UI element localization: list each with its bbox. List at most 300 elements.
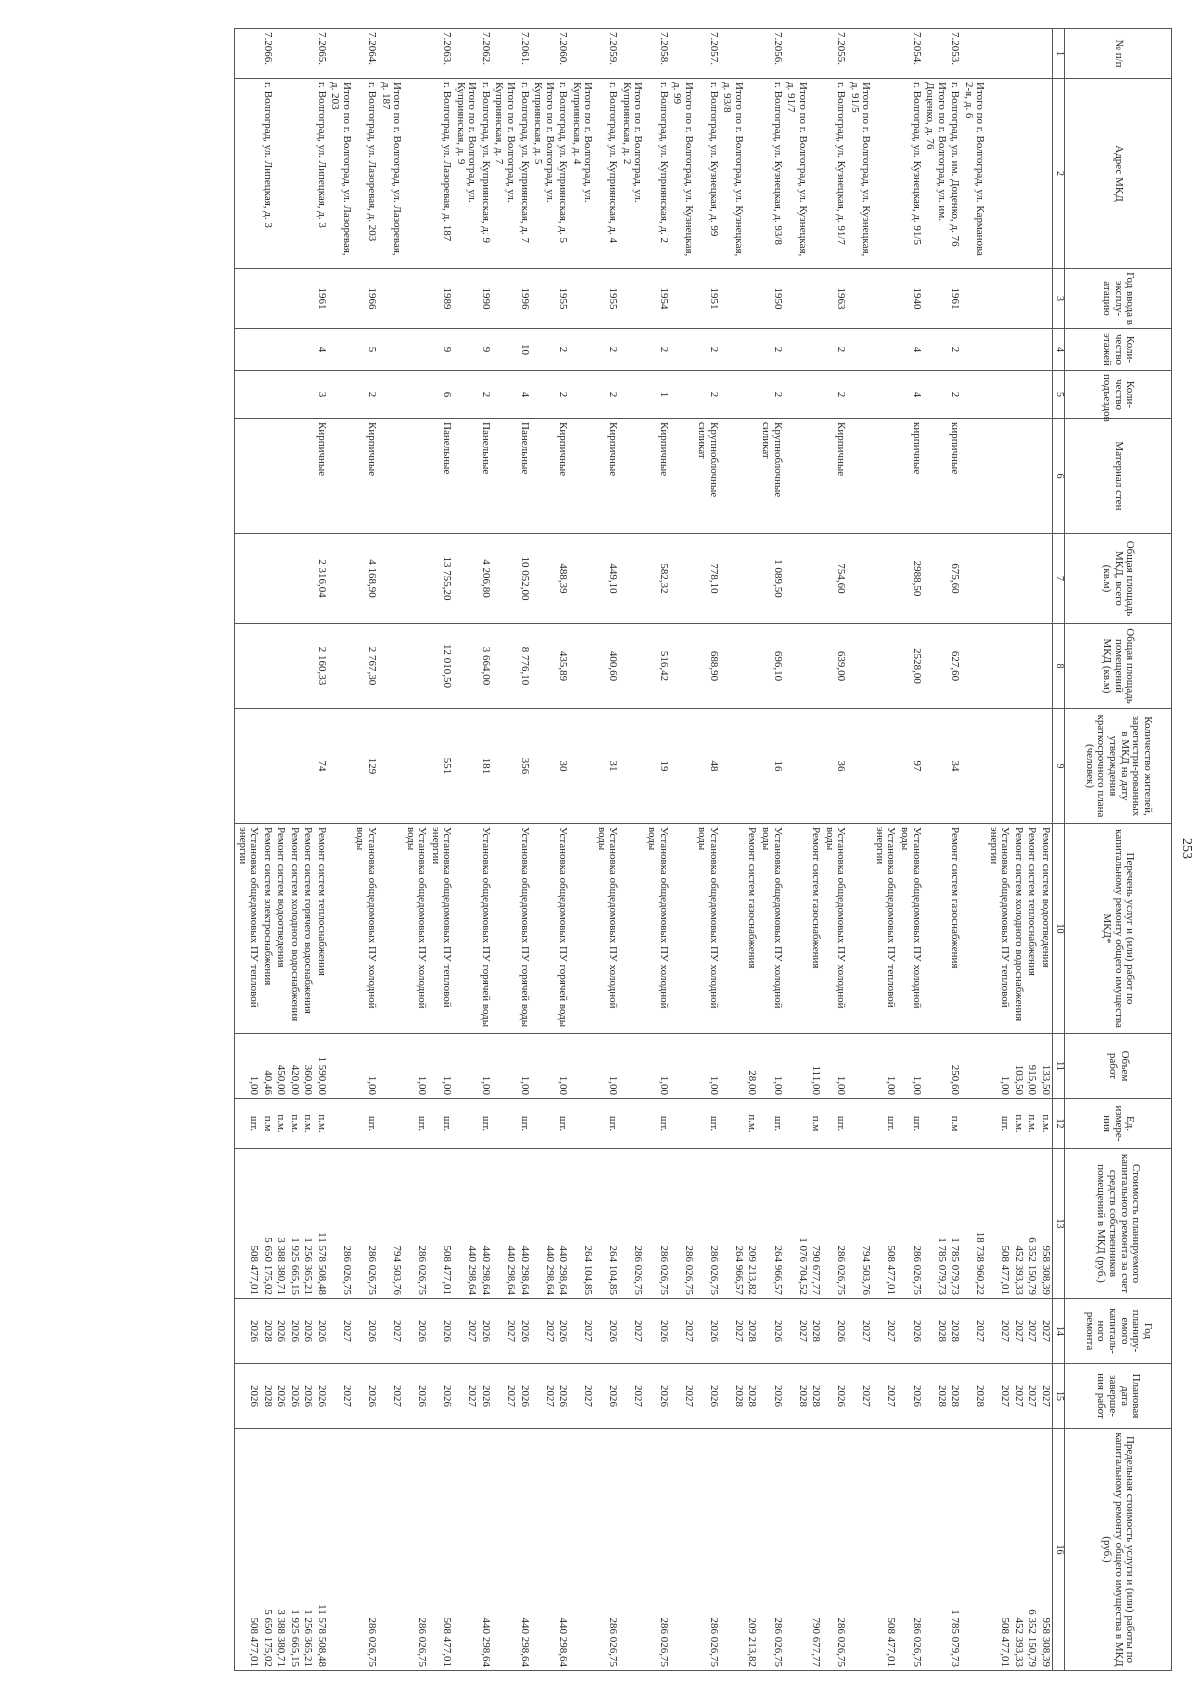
unit-cell: п.м (948, 1099, 962, 1149)
year-built-cell: 1951 (695, 269, 720, 329)
unit-cell (923, 1099, 948, 1149)
cost-limit-cell: 286 026,75 (758, 1429, 783, 1671)
entrances-cell: 2 (556, 371, 570, 419)
table-row (353, 29, 378, 1671)
wall-material-cell (1011, 419, 1025, 534)
unit-cell: п.м. (1025, 1099, 1039, 1149)
entrances-cell: 2 (758, 371, 783, 419)
unit-cell (720, 1099, 745, 1149)
floors-cell (403, 329, 428, 371)
floors-cell (378, 329, 403, 371)
planned-cost-cell: 3 388 380,71 (274, 1149, 288, 1299)
total-area-cell (274, 534, 288, 624)
total-area-cell (403, 534, 428, 624)
unit-cell: п.м. (1011, 1099, 1025, 1149)
cost-limit-cell (531, 1429, 556, 1671)
cost-limit-cell: 6 352 150,79 (1025, 1429, 1039, 1671)
wall-material-cell: Кирпичные (822, 419, 847, 534)
residents-cell: 36 (822, 709, 847, 824)
planned-cost-cell: 264 966,57 (720, 1149, 745, 1299)
planned-year-cell: 2028 (260, 1299, 274, 1364)
room-area-cell (378, 624, 403, 709)
room-area-cell (569, 624, 594, 709)
col-number: 4 (1053, 329, 1065, 371)
table-row (784, 29, 809, 1671)
address-cell: г. Волгоград, ул. Кузнецкая, д. 91/7 (822, 79, 847, 269)
cost-limit-cell (720, 1429, 745, 1671)
work-volume-cell (569, 1034, 594, 1099)
address-cell: Итого по г. Волгоград, ул. им. Доценко, д. 76 (923, 79, 948, 269)
year-built-cell (1038, 269, 1052, 329)
work-volume-cell: 1,00 (478, 1034, 492, 1099)
year-built-cell (1011, 269, 1025, 329)
row-number-cell (328, 29, 353, 79)
wall-material-cell (274, 419, 288, 534)
completion-date-cell: 2027 (453, 1364, 478, 1429)
entrances-cell (872, 371, 897, 419)
address-cell: Итого по г. Волгоград, ул. Куприянская, д. 5 (531, 79, 556, 269)
completion-date-cell: 2027 (569, 1364, 594, 1429)
row-number-cell: 7.2055. (822, 29, 847, 79)
work-volume-cell: 915,00 (1025, 1034, 1039, 1099)
unit-cell (619, 1099, 644, 1149)
unit-cell: шт. (478, 1099, 492, 1149)
total-area-cell (378, 534, 403, 624)
residents-cell (403, 709, 428, 824)
wall-material-cell (569, 419, 594, 534)
unit-cell (784, 1099, 809, 1149)
year-built-cell (378, 269, 403, 329)
planned-cost-cell: 286 026,75 (670, 1149, 695, 1299)
address-cell: г. Волгоград, ул. Куприянская, д. 5 (556, 79, 570, 269)
residents-cell (1011, 709, 1025, 824)
address-cell: Итого по г. Волгоград, ул. Кузнецкая, д. 99 (670, 79, 695, 269)
total-area-cell: 675,60 (948, 534, 962, 624)
address-cell: г. Волгоград, ул. Куприянская, д. 7 (517, 79, 531, 269)
work-volume-cell: 103,50 (1011, 1034, 1025, 1099)
planned-year-cell: 2027 (670, 1299, 695, 1364)
cost-limit-cell (378, 1429, 403, 1671)
residents-cell: 48 (695, 709, 720, 824)
room-area-cell (847, 624, 872, 709)
planned-cost-cell: 264 104,85 (569, 1149, 594, 1299)
planned-year-cell: 2027 (1025, 1299, 1039, 1364)
completion-date-cell: 2026 (274, 1364, 288, 1429)
entrances-cell (328, 371, 353, 419)
residents-cell: 181 (478, 709, 492, 824)
entrances-cell: 4 (517, 371, 531, 419)
room-area-cell: 8 776,10 (517, 624, 531, 709)
year-built-cell (619, 269, 644, 329)
planned-cost-cell: 286 026,75 (695, 1149, 720, 1299)
work-volume-cell: 360,00 (301, 1034, 315, 1099)
room-area-cell (1025, 624, 1039, 709)
planned-year-cell: 2027 (569, 1299, 594, 1364)
planned-cost-cell: 1 256 365,21 (301, 1149, 315, 1299)
completion-date-cell: 2026 (287, 1364, 301, 1429)
planned-cost-cell: 11 578 508,48 (314, 1149, 328, 1299)
floors-cell (1038, 329, 1052, 371)
floors-cell (1011, 329, 1025, 371)
completion-date-cell: 2026 (235, 1364, 261, 1429)
room-area-cell (531, 624, 556, 709)
planned-year-cell: 2027 (492, 1299, 517, 1364)
year-built-cell (569, 269, 594, 329)
planned-year-cell: 2026 (556, 1299, 570, 1364)
address-cell: г. Волгоград, ул. Липецкая, д. 3 (314, 79, 328, 269)
planned-year-cell: 2027 (986, 1299, 1011, 1364)
total-area-cell (619, 534, 644, 624)
room-area-cell (745, 624, 759, 709)
address-cell: г. Волгоград, ул. Куприянская, д. 9 (478, 79, 492, 269)
entrances-cell: 2 (948, 371, 962, 419)
year-built-cell: 1961 (314, 269, 328, 329)
wall-material-cell (1025, 419, 1039, 534)
year-built-cell (301, 269, 315, 329)
completion-date-cell: 2028 (745, 1364, 759, 1429)
completion-date-cell: 2026 (403, 1364, 428, 1429)
completion-date-cell: 2027 (1038, 1364, 1052, 1429)
planned-year-cell: 2026 (478, 1299, 492, 1364)
residents-cell: 31 (594, 709, 619, 824)
room-area-cell (872, 624, 897, 709)
room-area-cell: 12 010,50 (428, 624, 453, 709)
col-header: Коли-чество подъездов (1065, 371, 1172, 419)
work-type-cell: Установка общедомовых ПУ холодной воды (353, 824, 378, 1034)
table-row (986, 29, 1011, 1671)
row-number-cell (720, 29, 745, 79)
cost-limit-cell: 440 298,64 (517, 1429, 531, 1671)
year-built-cell (328, 269, 353, 329)
work-type-cell: Ремонт систем газоснабжения (809, 824, 823, 1034)
floors-cell (809, 329, 823, 371)
cost-limit-cell: 11 578 508,48 (314, 1429, 328, 1671)
residents-cell (260, 709, 274, 824)
planned-cost-cell: 794 503,76 (847, 1149, 872, 1299)
col-number: 8 (1053, 624, 1065, 709)
entrances-cell (274, 371, 288, 419)
planned-year-cell: 2028 (923, 1299, 948, 1364)
year-built-cell (847, 269, 872, 329)
work-volume-cell: 1,00 (695, 1034, 720, 1099)
completion-date-cell: 2026 (556, 1364, 570, 1429)
residents-cell: 356 (517, 709, 531, 824)
work-volume-cell (847, 1034, 872, 1099)
work-type-cell: Установка общедомовых ПУ тепловой энергии (872, 824, 897, 1034)
wall-material-cell: Панельные (517, 419, 531, 534)
floors-cell (569, 329, 594, 371)
floors-cell (301, 329, 315, 371)
entrances-cell (301, 371, 315, 419)
row-number-cell (961, 29, 986, 79)
floors-cell (531, 329, 556, 371)
residents-cell (492, 709, 517, 824)
entrances-cell (260, 371, 274, 419)
floors-cell: 5 (353, 329, 378, 371)
residents-cell (619, 709, 644, 824)
row-number-cell (287, 29, 301, 79)
unit-cell: шт. (986, 1099, 1011, 1149)
total-area-cell (1038, 534, 1052, 624)
work-type-cell (784, 824, 809, 1034)
unit-cell (492, 1099, 517, 1149)
work-type-cell: Установка общедомовых ПУ холодной воды (645, 824, 670, 1034)
cost-limit-cell: 286 026,75 (897, 1429, 922, 1671)
entrances-cell (1011, 371, 1025, 419)
wall-material-cell: кирпичные (897, 419, 922, 534)
row-number-cell: 7.2059. (594, 29, 619, 79)
table-row (478, 29, 492, 1671)
residents-cell (809, 709, 823, 824)
residents-cell: 30 (556, 709, 570, 824)
residents-cell (378, 709, 403, 824)
completion-date-cell: 2028 (961, 1364, 986, 1429)
col-number: 11 (1053, 1034, 1065, 1099)
unit-cell: п.м. (301, 1099, 315, 1149)
cost-limit-cell: 286 026,75 (594, 1429, 619, 1671)
planned-year-cell: 2027 (1038, 1299, 1052, 1364)
room-area-cell (923, 624, 948, 709)
total-area-cell (1025, 534, 1039, 624)
room-area-cell (301, 624, 315, 709)
cost-limit-cell: 440 298,64 (556, 1429, 570, 1671)
table-row (453, 29, 478, 1671)
room-area-cell (720, 624, 745, 709)
total-area-cell (531, 534, 556, 624)
cost-limit-cell: 3 388 380,71 (274, 1429, 288, 1671)
row-number-cell: 7.2056. (758, 29, 783, 79)
row-number-cell (235, 29, 261, 79)
planned-cost-cell: 440 298,64 (492, 1149, 517, 1299)
entrances-cell (961, 371, 986, 419)
address-cell (235, 79, 261, 269)
floors-cell: 2 (948, 329, 962, 371)
total-area-cell (923, 534, 948, 624)
planned-cost-cell: 286 026,75 (822, 1149, 847, 1299)
year-built-cell (1025, 269, 1039, 329)
entrances-cell (453, 371, 478, 419)
work-type-cell (670, 824, 695, 1034)
floors-cell: 2 (645, 329, 670, 371)
cost-limit-cell: 286 026,75 (822, 1429, 847, 1671)
work-type-cell: Ремонт систем водоотведения (1038, 824, 1052, 1034)
table-row (492, 29, 517, 1671)
planned-cost-cell: 286 026,75 (619, 1149, 644, 1299)
address-cell: г. Волгоград, ул. Липецкая, д. 3 (260, 79, 274, 269)
floors-cell (961, 329, 986, 371)
table-row (847, 29, 872, 1671)
col-number: 9 (1053, 709, 1065, 824)
planned-cost-cell: 1 925 665,15 (287, 1149, 301, 1299)
column-number-row (1053, 29, 1065, 1671)
row-number-cell (531, 29, 556, 79)
planned-year-cell: 2026 (758, 1299, 783, 1364)
floors-cell (260, 329, 274, 371)
table-row (556, 29, 570, 1671)
year-built-cell (720, 269, 745, 329)
wall-material-cell (809, 419, 823, 534)
planned-year-cell: 2026 (645, 1299, 670, 1364)
wall-material-cell (670, 419, 695, 534)
cost-limit-cell (847, 1429, 872, 1671)
work-type-cell: Установка общедомовых ПУ холодной воды (822, 824, 847, 1034)
completion-date-cell: 2026 (897, 1364, 922, 1429)
unit-cell: шт. (758, 1099, 783, 1149)
total-area-cell: 10 052,00 (517, 534, 531, 624)
room-area-cell (235, 624, 261, 709)
floors-cell (923, 329, 948, 371)
unit-cell: шт. (594, 1099, 619, 1149)
wall-material-cell (847, 419, 872, 534)
unit-cell: п.м (260, 1099, 274, 1149)
year-built-cell (403, 269, 428, 329)
floors-cell (492, 329, 517, 371)
cost-limit-cell (619, 1429, 644, 1671)
work-type-cell: Ремонт систем теплоснабжения (1025, 824, 1039, 1034)
completion-date-cell: 2026 (301, 1364, 315, 1429)
col-header: № п/п (1065, 29, 1172, 79)
total-area-cell (847, 534, 872, 624)
completion-date-cell: 2027 (670, 1364, 695, 1429)
room-area-cell (1038, 624, 1052, 709)
col-number: 7 (1053, 534, 1065, 624)
table-row (287, 29, 301, 1671)
work-volume-cell (619, 1034, 644, 1099)
room-area-cell: 688,90 (695, 624, 720, 709)
table-row (1011, 29, 1025, 1671)
address-cell (1025, 79, 1039, 269)
year-built-cell (492, 269, 517, 329)
unit-cell: п.м. (745, 1099, 759, 1149)
address-cell (986, 79, 1011, 269)
cost-limit-cell: 286 026,75 (353, 1429, 378, 1671)
unit-cell (378, 1099, 403, 1149)
table-row (897, 29, 922, 1671)
work-type-cell: Установка общедомовых ПУ холодной воды (695, 824, 720, 1034)
planned-year-cell: 2027 (720, 1299, 745, 1364)
col-header: Год ввода в эксплу-атацию (1065, 269, 1172, 329)
row-number-cell: 7.2063. (428, 29, 453, 79)
row-number-cell (986, 29, 1011, 79)
row-number-cell: 7.2058. (645, 29, 670, 79)
floors-cell (745, 329, 759, 371)
planned-cost-cell: 264 104,85 (594, 1149, 619, 1299)
work-volume-cell: 1,00 (822, 1034, 847, 1099)
entrances-cell: 2 (478, 371, 492, 419)
table-row (314, 29, 328, 1671)
work-volume-cell: 1,00 (645, 1034, 670, 1099)
work-type-cell: Установка общедомовых ПУ тепловой энергии (235, 824, 261, 1034)
work-volume-cell: 1 590,00 (314, 1034, 328, 1099)
residents-cell: 97 (897, 709, 922, 824)
room-area-cell (287, 624, 301, 709)
year-built-cell (872, 269, 897, 329)
address-cell: г. Волгоград, ул. им. Доценко, д. 76 (948, 79, 962, 269)
table-row (428, 29, 453, 1671)
planned-year-cell: 2027 (872, 1299, 897, 1364)
residents-cell: 129 (353, 709, 378, 824)
address-cell: Итого по г. Волгоград, ул. Кузнецкая, д. 93/8 (720, 79, 745, 269)
wall-material-cell (235, 419, 261, 534)
room-area-cell (986, 624, 1011, 709)
unit-cell (961, 1099, 986, 1149)
col-number: 16 (1053, 1429, 1065, 1671)
wall-material-cell (872, 419, 897, 534)
floors-cell (274, 329, 288, 371)
total-area-cell: 2988,50 (897, 534, 922, 624)
col-number: 2 (1053, 79, 1065, 269)
col-header: Коли-чество этажей (1065, 329, 1172, 371)
work-volume-cell: 1,00 (758, 1034, 783, 1099)
work-volume-cell (328, 1034, 353, 1099)
room-area-cell (403, 624, 428, 709)
address-cell: Итого по г. Волгоград, ул. Кузнецкая, д. 91/7 (784, 79, 809, 269)
address-cell (287, 79, 301, 269)
year-built-cell: 1961 (948, 269, 962, 329)
room-area-cell (453, 624, 478, 709)
col-number: 3 (1053, 269, 1065, 329)
planned-cost-cell: 508 477,01 (235, 1149, 261, 1299)
entrances-cell (923, 371, 948, 419)
table-row (758, 29, 783, 1671)
page-number: 253 (1179, 838, 1194, 859)
cost-limit-cell: 790 677,77 (809, 1429, 823, 1671)
floors-cell (670, 329, 695, 371)
entrances-cell: 3 (314, 371, 328, 419)
row-number-cell: 7.2065. (314, 29, 328, 79)
room-area-cell: 3 664,00 (478, 624, 492, 709)
row-number-cell (1011, 29, 1025, 79)
planned-cost-cell: 286 026,75 (645, 1149, 670, 1299)
table-row (274, 29, 288, 1671)
room-area-cell: 2 160,33 (314, 624, 328, 709)
residents-cell (531, 709, 556, 824)
total-area-cell: 1 089,50 (758, 534, 783, 624)
planned-year-cell: 2026 (287, 1299, 301, 1364)
residents-cell (745, 709, 759, 824)
room-area-cell: 696,10 (758, 624, 783, 709)
planned-cost-cell: 440 298,64 (531, 1149, 556, 1299)
wall-material-cell (403, 419, 428, 534)
work-volume-cell: 133,50 (1038, 1034, 1052, 1099)
planned-year-cell: 2026 (695, 1299, 720, 1364)
entrances-cell: 2 (594, 371, 619, 419)
unit-cell: п.м. (314, 1099, 328, 1149)
wall-material-cell: Крупноблочные силикат (695, 419, 720, 534)
total-area-cell: 2 316,04 (314, 534, 328, 624)
year-built-cell: 1955 (556, 269, 570, 329)
completion-date-cell: 2026 (758, 1364, 783, 1429)
completion-date-cell: 2026 (645, 1364, 670, 1429)
table-row (961, 29, 986, 1671)
work-volume-cell: 450,00 (274, 1034, 288, 1099)
row-number-cell (492, 29, 517, 79)
completion-date-cell: 2028 (784, 1364, 809, 1429)
completion-date-cell: 2027 (872, 1364, 897, 1429)
completion-date-cell: 2027 (619, 1364, 644, 1429)
address-cell: Итого по г. Волгоград, ул. Куприянская, д. 9 (453, 79, 478, 269)
floors-cell (872, 329, 897, 371)
unit-cell: п.м (809, 1099, 823, 1149)
completion-date-cell: 2027 (1025, 1364, 1039, 1429)
address-cell: Итого по г. Волгоград, ул. Куприянская, д. 4 (569, 79, 594, 269)
year-built-cell (260, 269, 274, 329)
col-header: Стоимость планируемого капитального ремонта за счет средств собственников помещений в МКД (руб.) (1065, 1149, 1172, 1299)
row-number-cell (745, 29, 759, 79)
col-header: Количество жителей, зарегистри-рованных в МКД на дату утверждения краткосрочного плана (человек) (1065, 709, 1172, 824)
floors-cell: 2 (556, 329, 570, 371)
entrances-cell (784, 371, 809, 419)
